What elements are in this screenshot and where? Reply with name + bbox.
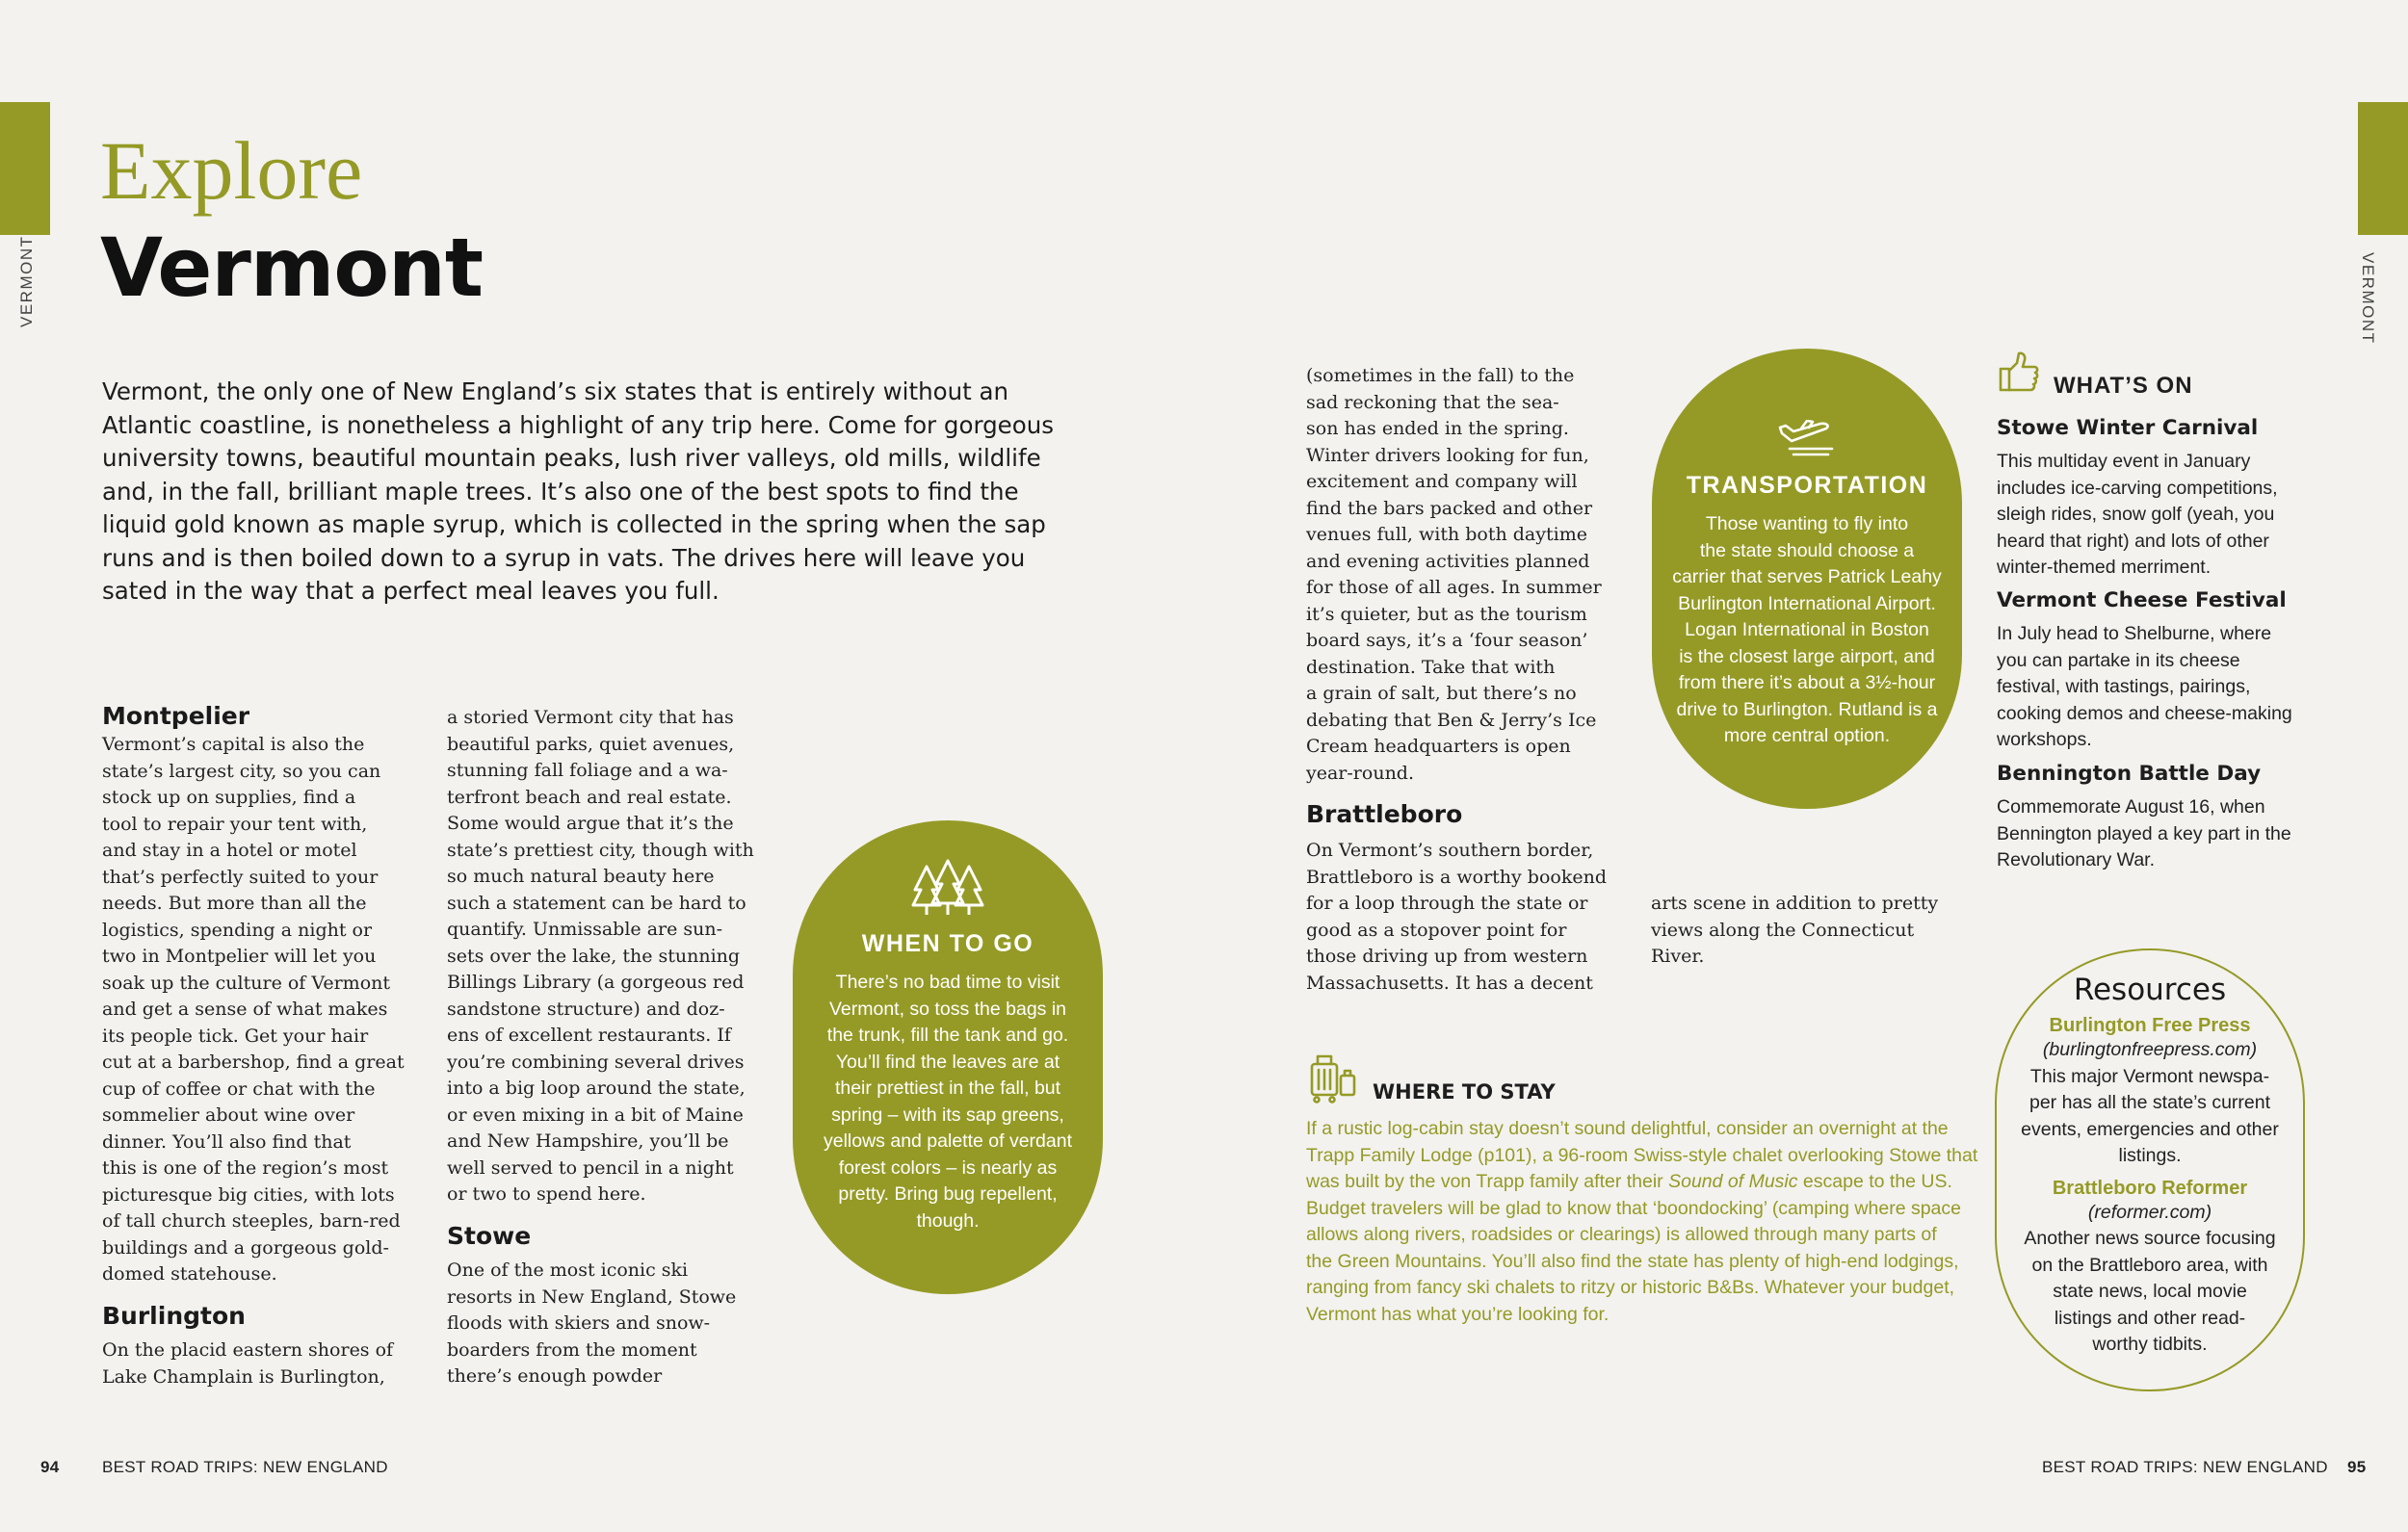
text-line: includes ice-carving competitions, xyxy=(1997,477,2278,499)
text-line: Vermont, so toss the bags in xyxy=(828,998,1067,1020)
text-line: Budget travelers will be glad to know that ‘boondocking’ (camping where space xyxy=(1306,1197,1961,1219)
resource-url-text: reformer.com xyxy=(2094,1201,2206,1223)
resource-name: Brattleboro Reformer xyxy=(2052,1177,2248,1199)
text-line: resorts in New England, Stowe xyxy=(447,1285,737,1308)
text-line: debating that Ben & Jerry’s Ice xyxy=(1306,709,1597,731)
resources-box xyxy=(1995,948,2305,1391)
chapter-tab-left xyxy=(0,102,50,235)
resource-url: (reformer.com) xyxy=(2087,1201,2212,1223)
text-line: you’re combining several drives xyxy=(447,1051,745,1073)
text-line: the Green Mountains. You’ll also find the state has plenty of high-end lodgings, xyxy=(1306,1250,1959,1272)
thumbs-up-icon xyxy=(1998,350,2040,394)
explore-heading: Explore xyxy=(100,124,363,217)
text-line: Logan International in Boston xyxy=(1685,619,1929,640)
page-number-right: 95 xyxy=(2347,1458,2367,1476)
side-label-right: VERMONT xyxy=(2359,252,2377,345)
text-line: workshops. xyxy=(1997,729,2092,750)
text-line: sandstone structure) and doz- xyxy=(447,998,725,1020)
text-line: well served to pencil in a night xyxy=(447,1156,734,1179)
where-to-stay-text xyxy=(1306,1116,1978,1328)
text-line: Bennington played a key part in the xyxy=(1997,822,2291,844)
text-line: state’s prettiest city, though with xyxy=(447,839,754,861)
text-line: there’s enough powder xyxy=(447,1365,663,1387)
resource-name: Burlington Free Press xyxy=(2049,1015,2251,1036)
text-line: stunning fall foliage and a wa- xyxy=(447,760,728,781)
resource-description xyxy=(1997,1064,2303,1170)
text-line: good as a stopover point for xyxy=(1306,919,1567,941)
text-line: sets over the lake, the stunning xyxy=(447,945,741,967)
text-line: the state should choose a xyxy=(1699,539,1915,561)
text-line: its people tick. Get your hair xyxy=(102,1025,369,1047)
text-line: One of the most iconic ski xyxy=(447,1259,689,1281)
text-line: ranging from fancy ski chalets to ritzy or historic B&Bs. Whatever your budget, xyxy=(1306,1277,1955,1298)
text-line: You’ll find the leaves are at xyxy=(835,1051,1060,1073)
text-line: on the Brattleboro area, with xyxy=(2031,1254,2268,1276)
text-line: those driving up from western xyxy=(1306,946,1588,967)
text-line: for a loop through the state or xyxy=(1306,893,1588,914)
text-line: though. xyxy=(916,1209,980,1232)
text-line: This major Vermont newspa- xyxy=(2029,1065,2270,1087)
text-line: into a big loop around the state, xyxy=(447,1078,746,1099)
text-line: terfront beach and real estate. xyxy=(447,786,732,808)
footer-title-right: BEST ROAD TRIPS: NEW ENGLAND xyxy=(2042,1458,2328,1476)
text-line: There’s no bad time to visit xyxy=(835,972,1060,993)
text-line: soak up the culture of Vermont xyxy=(102,972,390,994)
text-line: picturesque big cities, with lots xyxy=(102,1183,395,1206)
text-line: beautiful parks, quiet avenues, xyxy=(447,733,735,755)
brattleboro-text xyxy=(1306,838,1607,997)
transportation-text xyxy=(1652,511,1962,750)
luggage-icon xyxy=(1306,1052,1358,1104)
text-line: sommelier about wine over xyxy=(102,1104,355,1126)
transportation-box xyxy=(1652,349,1962,809)
when-to-go-text xyxy=(793,970,1103,1234)
text-line: Brattleboro is a worthy bookend xyxy=(1306,866,1607,888)
text-line: ens of excellent restaurants. If xyxy=(447,1025,731,1046)
stowe-heading: Stowe xyxy=(447,1222,532,1250)
text-line: this is one of the region’s most xyxy=(102,1157,389,1179)
resource-url: (burlingtonfreepress.com) xyxy=(2042,1039,2258,1060)
page-title: Vermont xyxy=(100,221,484,315)
when-to-go-title: WHEN TO GO xyxy=(861,930,1034,957)
text-line: so much natural beauty here xyxy=(447,866,715,887)
text-line: sleigh rides, snow golf (yeah, you xyxy=(1997,504,2275,525)
event-name: Bennington Battle Day xyxy=(1997,762,2262,786)
text-line: pretty. Bring bug repellent, xyxy=(838,1183,1058,1205)
text-line: son has ended in the spring. xyxy=(1306,418,1569,439)
text-line: excitement and company will xyxy=(1306,471,1578,492)
text-line: or two to spend here. xyxy=(447,1183,646,1205)
text-line: heard that right) and lots of other xyxy=(1997,530,2269,552)
burlington-heading: Burlington xyxy=(102,1302,246,1330)
text-line: Another news source focusing xyxy=(2024,1228,2276,1249)
text-line: stock up on supplies, find a xyxy=(102,787,356,808)
page-number-left: 94 xyxy=(40,1458,60,1476)
text-line: Burlington International Airport. xyxy=(1678,592,1936,614)
when-to-go-box xyxy=(793,820,1103,1294)
text-line: domed statehouse. xyxy=(102,1263,277,1285)
event-description xyxy=(1997,449,2278,582)
text-line: allows along rivers, roadsides or clearings) is allowed through many parts of xyxy=(1306,1224,1937,1245)
text-line: dinner. You’ll also find that xyxy=(102,1130,352,1153)
text-line: the trunk, fill the tank and go. xyxy=(826,1025,1069,1046)
text-line: of tall church steeples, barn-red xyxy=(102,1210,401,1232)
burlington-text xyxy=(102,1337,393,1390)
where-to-stay-title: WHERE TO STAY xyxy=(1373,1080,1556,1104)
text-line: their prettiest in the fall, but xyxy=(834,1078,1061,1099)
text-line: find the bars packed and other xyxy=(1306,497,1593,519)
text-line: Cream headquarters is open xyxy=(1306,736,1571,757)
brattleboro-text-continued xyxy=(1651,891,1938,971)
text-line: state’s largest city, so you can xyxy=(102,760,381,782)
text-line: and New Hampshire, you’ll be xyxy=(447,1130,729,1152)
text-line: Those wanting to fly into xyxy=(1705,513,1909,534)
text-line: is the closest large airport, and xyxy=(1679,645,1935,667)
text-line: or even mixing in a bit of Maine xyxy=(447,1104,744,1126)
text-line: two in Montpelier will let you xyxy=(102,946,377,967)
text-line: listings. xyxy=(2118,1145,2182,1166)
whats-on-title: WHAT’S ON xyxy=(2054,373,2193,399)
stowe-text-continued xyxy=(1306,363,1602,787)
text-line: Trapp Family Lodge (p101), a 96-room Swiss-style chalet overlooking Stowe that xyxy=(1306,1144,1978,1166)
intro-paragraph: Vermont, the only one of New England’s six states that is entirely without an Atlantic coastline, is nonetheless a highlight of any trip here. Come for gorgeous university towns, beautiful mountain peaks, lush river valleys, old mills, wildlife and, in the fall, brilliant maple trees. It’s also one of the best spots to find the liquid gold known as maple syrup, which is collected in the spring when the sap runs and is then boiled down to a syrup in vats. The drives here will leave you sated in the way that a perfect meal leaves you full. xyxy=(102,377,1055,605)
text-line: for those of all ages. In summer xyxy=(1306,577,1602,598)
plane-icon xyxy=(1778,420,1836,460)
text-line: cut at a barbershop, find a great xyxy=(102,1052,405,1073)
text-line: carrier that serves Patrick Leahy xyxy=(1672,566,1942,587)
text-line: floods with skiers and snow- xyxy=(447,1312,711,1334)
text-line: sad reckoning that the sea- xyxy=(1306,391,1559,413)
resources-title: Resources xyxy=(2073,973,2227,1007)
text-line: more central option. xyxy=(1723,725,1891,746)
event-description xyxy=(1997,621,2292,754)
event-name: Vermont Cheese Festival xyxy=(1997,588,2287,612)
text-line: If a rustic log-cabin stay doesn’t sound delightful, consider an overnight at the xyxy=(1306,1118,1949,1139)
text-line: (sometimes in the fall) to the xyxy=(1306,365,1575,386)
text-line: a grain of salt, but there’s no xyxy=(1306,683,1577,704)
text-line: On Vermont’s southern border, xyxy=(1306,840,1594,861)
text-line: forest colors – is nearly as xyxy=(838,1156,1058,1179)
text-line: cooking demos and cheese-making xyxy=(1997,702,2292,724)
text-line: yellows and palette of verdant xyxy=(824,1130,1072,1152)
text-line: Massachusetts. It has a decent xyxy=(1306,972,1593,994)
text-line: you can partake in its cheese xyxy=(1997,649,2240,671)
text-line: Lake Champlain is Burlington, xyxy=(102,1365,385,1388)
text-line: River. xyxy=(1651,946,1705,967)
text-line: In July head to Shelburne, where xyxy=(1997,623,2272,644)
text-line: On the placid eastern shores of xyxy=(102,1339,394,1361)
text-line: drive to Burlington. Rutland is a xyxy=(1676,698,1938,720)
text-line: per has all the state’s current xyxy=(2028,1092,2271,1113)
text-line: and evening activities planned xyxy=(1306,550,1590,572)
text-line: listings and other read- xyxy=(2054,1307,2246,1329)
resource-url-text: burlingtonfreepress.com xyxy=(2049,1039,2251,1060)
text-line: state news, local movie xyxy=(2053,1281,2247,1302)
side-label-left: VERMONT xyxy=(17,235,36,327)
text-line: Vermont has what you’re looking for. xyxy=(1306,1303,1610,1325)
text-line: Vermont’s capital is also the xyxy=(102,734,365,755)
footer-title-left: BEST ROAD TRIPS: NEW ENGLAND xyxy=(102,1458,388,1476)
text-line: tool to repair your tent with, xyxy=(102,813,368,835)
montpelier-text xyxy=(102,732,405,1288)
text-line: buildings and a gorgeous gold- xyxy=(102,1236,389,1259)
text-line: logistics, spending a night or xyxy=(102,919,373,941)
text-line: Winter drivers looking for fun, xyxy=(1306,444,1589,466)
text-line: year-round. xyxy=(1306,762,1415,784)
text-line: arts scene in addition to pretty xyxy=(1651,893,1939,914)
text-line: Some would argue that it’s the xyxy=(447,813,734,834)
text-line: and stay in a hotel or motel xyxy=(102,840,357,861)
text-line: destination. Take that with xyxy=(1306,656,1556,678)
text-line: was built by the von Trapp family after their Sound of Music escape to the US. xyxy=(1306,1171,1952,1192)
text-line: worthy tidbits. xyxy=(2092,1334,2208,1355)
text-line: boarders from the moment xyxy=(447,1338,697,1361)
text-line: spring – with its sap greens, xyxy=(831,1104,1064,1126)
text-line: Billings Library (a gorgeous red xyxy=(447,972,745,993)
burlington-text-continued xyxy=(447,705,754,1208)
chapter-tab-right xyxy=(2358,102,2408,235)
resource-description xyxy=(1997,1226,2303,1359)
text-line: Revolutionary War. xyxy=(1997,849,2156,870)
event-description xyxy=(1997,794,2291,874)
brattleboro-heading: Brattleboro xyxy=(1306,800,1463,828)
text-line: festival, with tastings, pairings, xyxy=(1997,676,2251,697)
text-line: from there it’s about a 3½-hour xyxy=(1678,672,1936,693)
text-line: such a statement can be hard to xyxy=(447,892,746,914)
text-line: quantify. Unmissable are sun- xyxy=(447,919,723,940)
text-line: a storied Vermont city that has xyxy=(447,707,734,728)
text-line: and get a sense of what makes xyxy=(102,999,388,1020)
text-line: venues full, with both daytime xyxy=(1306,524,1587,545)
text-line: it’s quieter, but as the tourism xyxy=(1306,603,1587,625)
text-line: cup of coffee or chat with the xyxy=(102,1078,376,1100)
text-line: board says, it’s a ‘four season’ xyxy=(1306,630,1588,651)
trees-icon xyxy=(911,857,984,921)
text-line: that’s perfectly suited to your xyxy=(102,866,379,888)
stowe-text xyxy=(447,1258,736,1390)
montpelier-heading: Montpelier xyxy=(102,702,250,730)
text-line: events, emergencies and other xyxy=(2021,1118,2279,1140)
text-line: needs. But more than all the xyxy=(102,893,367,914)
event-name: Stowe Winter Carnival xyxy=(1997,416,2259,440)
text-line: This multiday event in January xyxy=(1997,451,2251,472)
text-line: views along the Connecticut xyxy=(1651,919,1915,941)
transportation-title: TRANSPORTATION xyxy=(1686,472,1928,499)
text-line: winter-themed merriment. xyxy=(1997,557,2212,578)
text-line: Commemorate August 16, when xyxy=(1997,796,2265,818)
